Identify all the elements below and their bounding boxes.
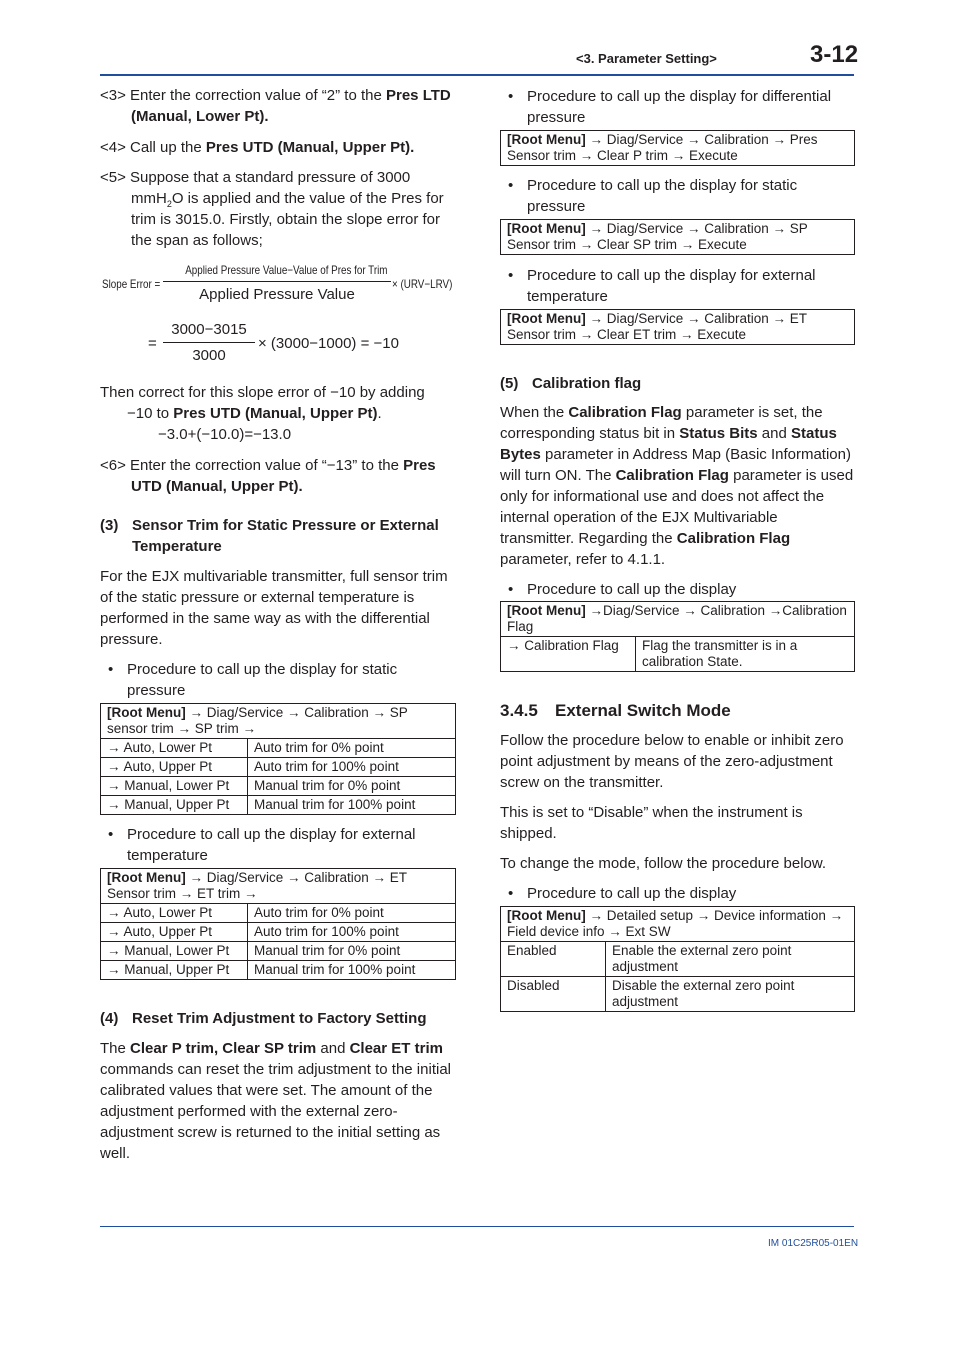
box-clear-p-trim: [Root Menu] → Diag/Service → Calibration → Pres Sensor trim → Clear P trim → Execute: [500, 130, 855, 166]
formula-denominator: Applied Pressure Value: [199, 286, 355, 303]
table-row: → Manual, Lower Pt Manual trim for 0% point: [101, 777, 456, 796]
step-6: <6> Enter the correction value of “−13” to the Pres UTD (Manual, Upper Pt).: [100, 457, 436, 495]
bullet-differential: • Procedure to call up the display for differential pressure: [500, 86, 855, 128]
footer-rule: [100, 1226, 854, 1227]
fraction-bar: [163, 281, 391, 282]
bullet-external-temp: • Procedure to call up the display for external temperature: [100, 824, 456, 866]
table-ext-sw: [Root Menu] → Detailed setup → Device information → Field device info → Ext SW Enabled Enable the external zero point adjustment Disabled Disable the external zero point adjustment: [500, 906, 855, 1012]
table-row: → Manual, Upper Pt Manual trim for 100% point: [101, 796, 456, 815]
switch-mode-p1: Follow the procedure below to enable or inhibit zero point adjustment by means of the zero-adjustment screw on the transmitter.: [500, 732, 844, 791]
section-title: <3. Parameter Setting>: [576, 51, 717, 66]
correction-text: Then correct for this slope error of −10 by adding: [100, 384, 425, 401]
formula-num2: 3000−3015: [171, 321, 247, 338]
formula-numerator: Applied Pressure Value−Value of Pres for Trim: [185, 263, 388, 277]
bullet-static-pressure: • Procedure to call up the display for static pressure: [100, 659, 456, 701]
formula-den2: 3000: [192, 347, 226, 364]
formula-eq: =: [148, 335, 157, 352]
fraction-bar-2: [163, 342, 255, 343]
formula-suffix: × (URV−LRV): [392, 277, 453, 291]
table-sp-path: [Root Menu] → Diag/Service → Calibration → SP sensor trim → SP trim →: [101, 704, 456, 739]
section-3-body: For the EJX multivariable transmitter, full sensor trim of the static pressure or external temperature is performed in the same way as with the differential pressure.: [100, 568, 448, 648]
table-row: Disabled Disable the external zero point adjustment: [501, 977, 855, 1012]
formula-suffix2: × (3000−1000) = −10: [258, 335, 399, 352]
table-calibration-flag: [Root Menu] →Diag/Service → Calibration →Calibration Flag → Calibration Flag Flag the transmitter is in a calibration State.: [500, 601, 855, 672]
table-row: → Auto, Lower Pt Auto trim for 0% point: [101, 739, 456, 758]
table-et-trim: [100, 868, 456, 980]
table-row: → Auto, Lower Pt Auto trim for 0% point: [101, 904, 456, 923]
left-column: [100, 85, 456, 251]
bullet-external: • Procedure to call up the display for external temperature: [500, 265, 855, 307]
step-4: <4> Call up the Pres UTD (Manual, Upper Pt).: [100, 139, 415, 156]
switch-mode-p3: To change the mode, follow the procedure below.: [500, 855, 827, 872]
correction-result: −3.0+(−10.0)=−13.0: [158, 426, 292, 443]
table-et-path: [Root Menu] → Diag/Service → Calibration → ET Sensor trim → ET trim →: [101, 869, 456, 904]
correction-line-2: −10 to Pres UTD (Manual, Upper Pt).: [127, 405, 382, 422]
section-5-body: When the Calibration Flag parameter is set, the corresponding status bit in Status Bits and Status Bytes parameter in Address Map (Basic Information) will turn ON. The Calibration Flag parameter is used only for informational use and does not affect the internal operation of the EJX Multivariable transmitter. Regarding the Calibration Flag parameter, refer to 4.1.1.: [500, 404, 854, 568]
left-column-2: [100, 382, 456, 1164]
table-row: → Manual, Lower Pt Manual trim for 0% point: [101, 942, 456, 961]
page-number: 3-12: [810, 41, 859, 68]
box-clear-et-trim: [Root Menu] → Diag/Service → Calibration → ET Sensor trim → Clear ET trim → Execute: [500, 309, 855, 345]
section-4-body: The Clear P trim, Clear SP trim and Clear ET trim commands can reset the trim adjustment to the initial calibrated values that were set. The amount of the adjustment performed with the external zero-adjustment screw is returned to the initial setting as well.: [100, 1040, 451, 1162]
section-4-heading: (4) Reset Trim Adjustment to Factory Setting: [100, 1010, 427, 1027]
table-row: → Auto, Upper Pt Auto trim for 100% point: [101, 923, 456, 942]
table-sp-trim: [100, 703, 456, 815]
table-row: → Auto, Upper Pt Auto trim for 100% point: [101, 758, 456, 777]
section-345-heading: 3.4.5 External Switch Mode: [500, 701, 731, 720]
table-row: Enabled Enable the external zero point adjustment: [501, 942, 855, 977]
box-clear-sp-trim: [Root Menu] → Diag/Service → Calibration → SP Sensor trim → Clear SP trim → Execute: [500, 219, 855, 255]
step-3: <3> Enter the correction value of “2” to the Pres LTD (Manual, Lower Pt).: [100, 87, 451, 125]
table-row: → Manual, Upper Pt Manual trim for 100% point: [101, 961, 456, 980]
formula-label: Slope Error =: [102, 277, 161, 291]
section-5-heading: (5) Calibration flag: [500, 375, 642, 392]
table-row: → Calibration Flag Flag the transmitter is in a calibration State.: [501, 637, 855, 672]
bullet-static: • Procedure to call up the display for static pressure: [500, 175, 855, 217]
step-5: <5> Suppose that a standard pressure of 3000 mmH$_2$O is applied and the value of the Pres for trim is 3015.0. Firstly, obtain the slope error for the span as follows;: [100, 169, 444, 249]
header-rule: [100, 74, 854, 76]
bullet-calibration-flag: • Procedure to call up the display: [500, 579, 855, 600]
bullet-ext-sw: • Procedure to call up the display: [500, 883, 855, 904]
section-3-heading: (3) Sensor Trim for Static Pressure or External Temperature: [100, 517, 439, 555]
doc-id: IM 01C25R05-01EN: [768, 1238, 859, 1249]
right-column: [500, 86, 855, 1012]
switch-mode-p2: This is set to “Disable” when the instrument is shipped.: [500, 804, 803, 842]
